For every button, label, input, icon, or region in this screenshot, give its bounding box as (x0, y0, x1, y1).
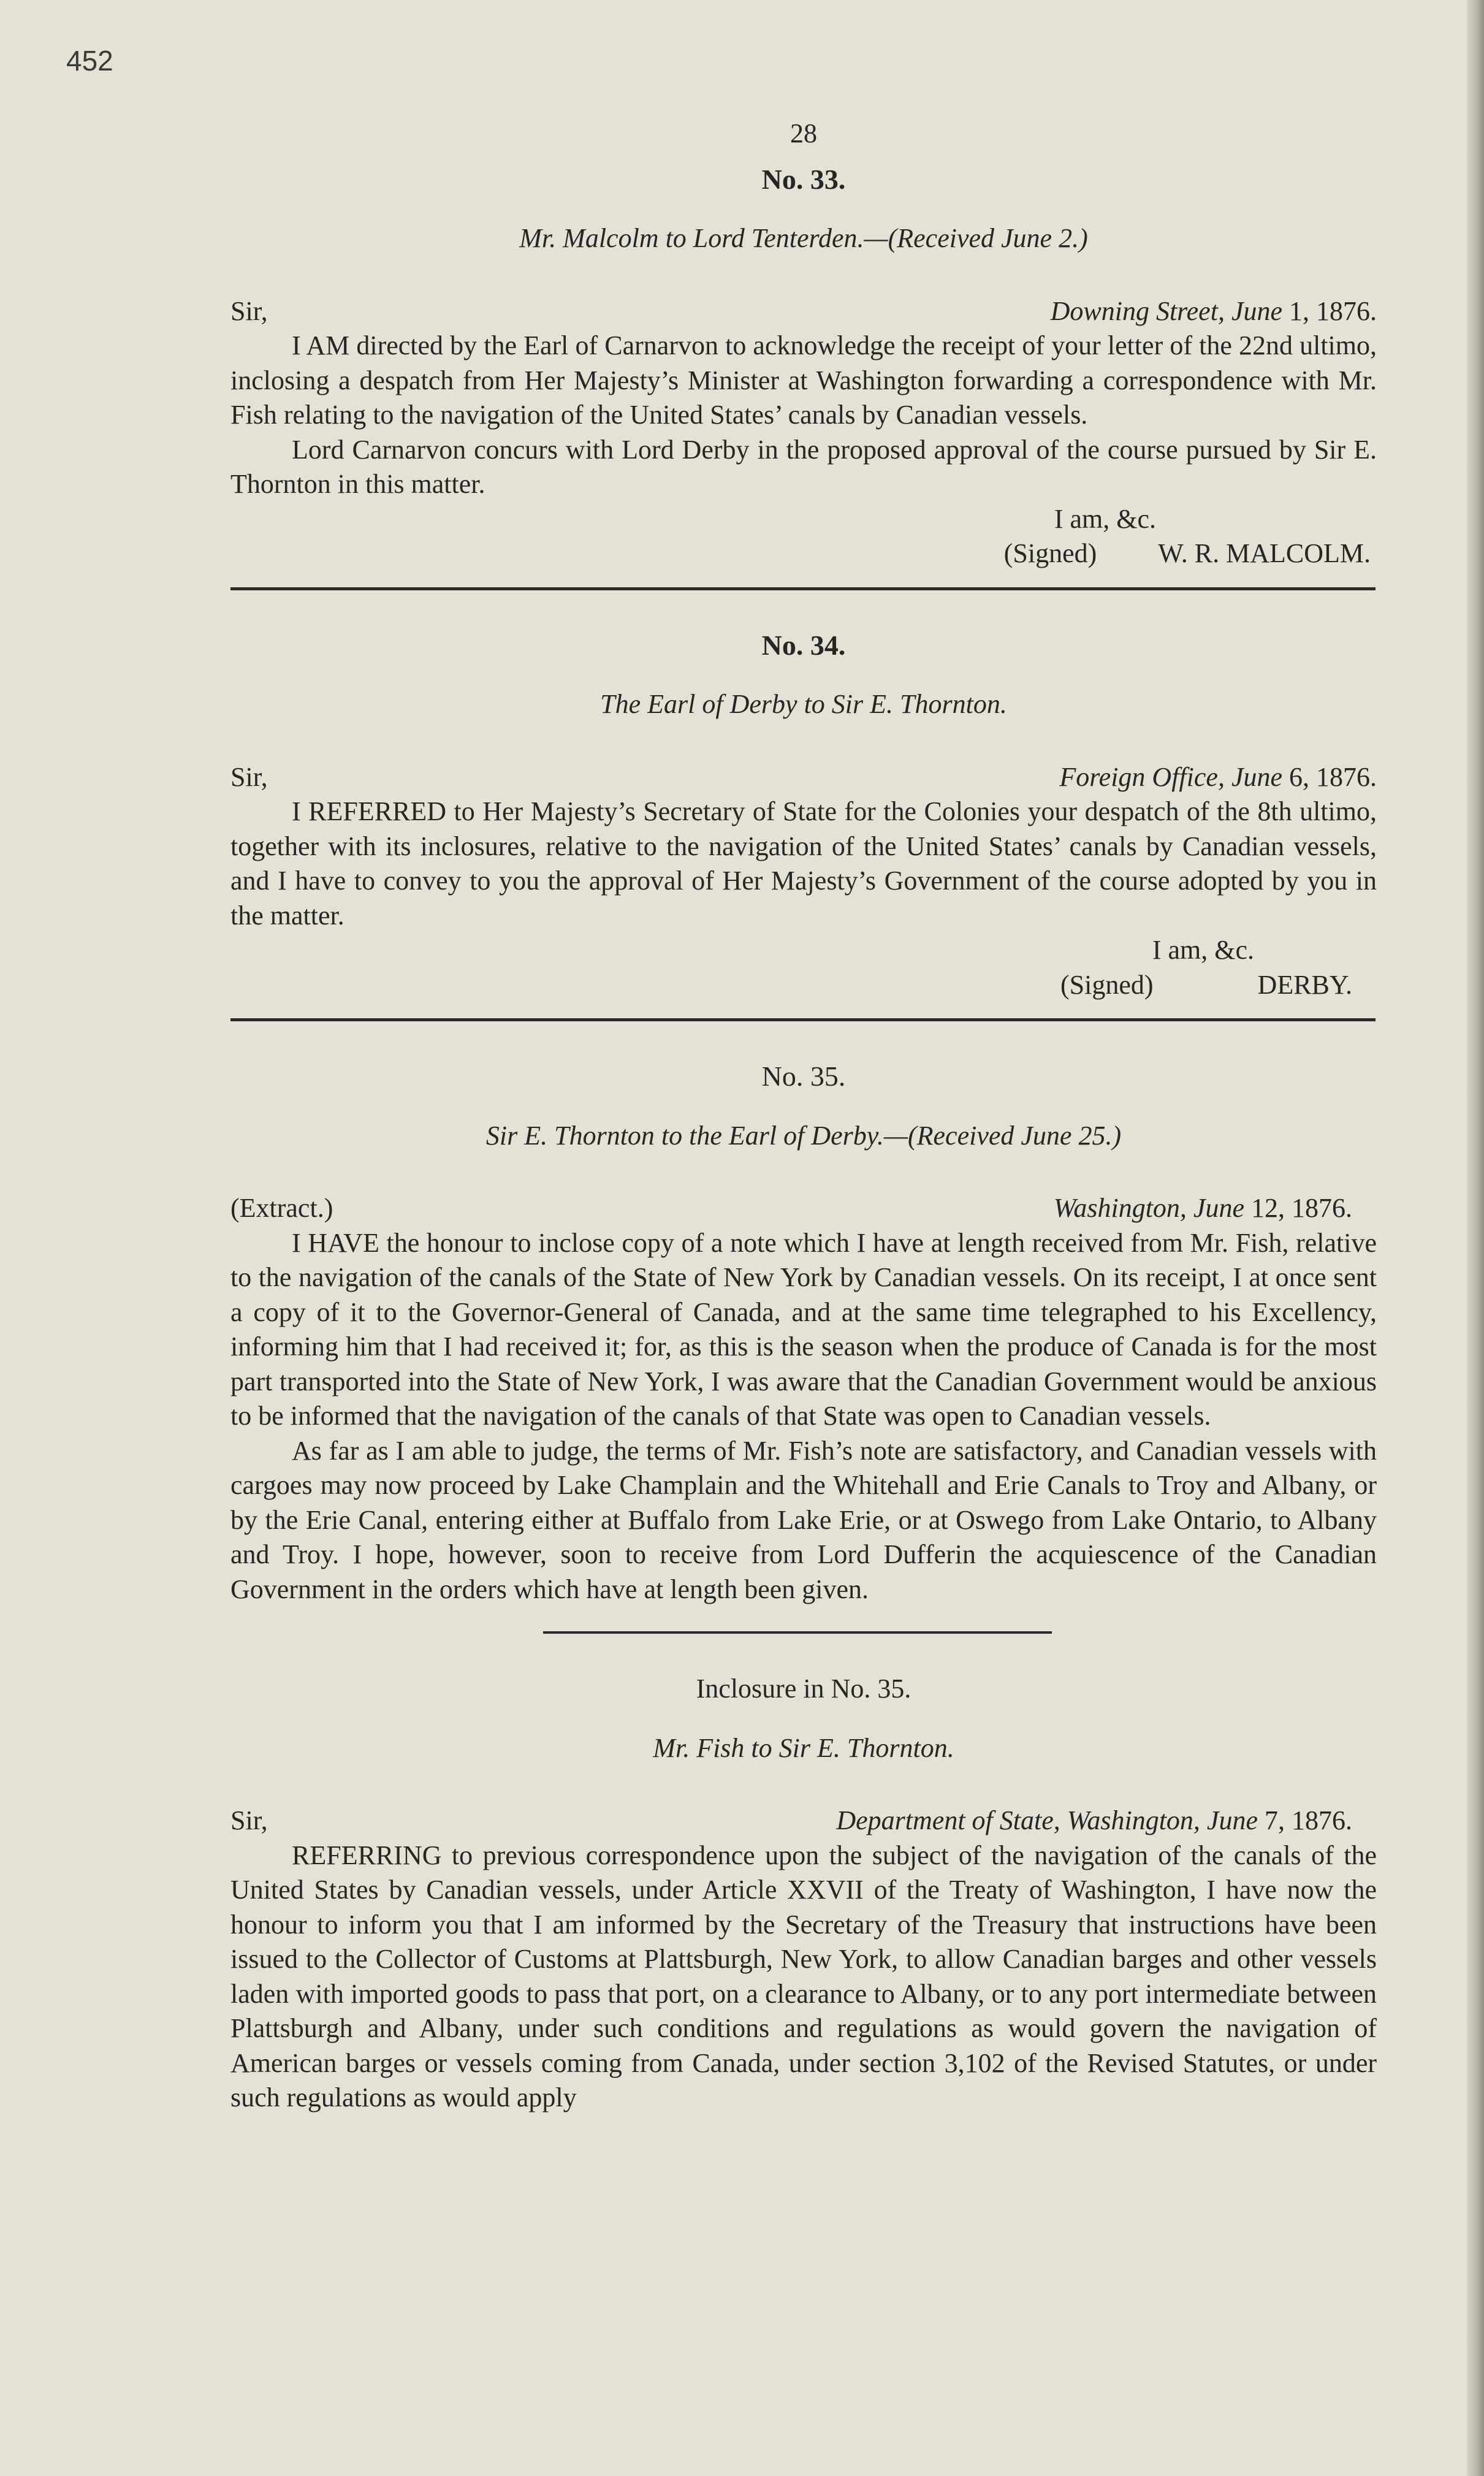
signed-label: (Signed) (1003, 538, 1097, 568)
closing: I am, &c. (1054, 503, 1156, 534)
body-paragraph: I HAVE the honour to inclose copy of a note which I have at length received from Mr. Fish, relative to the navigation of the canals of the State of New York by Canadian vessels. On its receipt, I at once sent a copy of it to the Governor-General of Canada, and at the same time telegraphed to his Excellency, informing him that I had received it; for, as this is the season when the produce of Canada is for the most part transported into the State of New York, I was aware that the Canadian Government would be anxious to be informed that the navigation of the canals of that State was open to Canadian vessels. (230, 1227, 1377, 1431)
document-number: No. 34. (761, 629, 846, 661)
salutation: Sir, (230, 295, 268, 326)
signature-row (230, 968, 1377, 1003)
inclosure-divider (543, 1631, 1052, 1634)
document-number: No. 35. (761, 1061, 846, 1092)
dateline: Downing Street, June 1, 1876. (1050, 295, 1377, 326)
section-divider (230, 587, 1376, 590)
signature-row (230, 536, 1377, 571)
document-no-33 (230, 162, 1377, 571)
salutation-row (230, 1191, 1377, 1226)
scan-edge-shadow (1467, 0, 1484, 2476)
folio-number: 28 (790, 118, 817, 148)
dateline: Foreign Office, June 6, 1876. (1059, 761, 1377, 792)
document-number: No. 33. (761, 163, 846, 195)
document-page (230, 116, 1377, 2116)
body-paragraph: Lord Carnarvon concurs with Lord Derby in the proposed approval of the course pursued by Sir E. Thornton in this matter. (230, 434, 1377, 499)
signatory: W. R. MALCOLM. (1158, 538, 1371, 568)
body-paragraph: I AM directed by the Earl of Carnarvon to acknowledge the receipt of your letter of the 22nd ultimo, inclosing a despatch from Her Majesty’s Minister at Washington forwarding a correspondence with Mr. Fish relating to the navigation of the United States’ canals by Canadian vessels. (230, 330, 1377, 430)
signatory: DERBY. (1257, 969, 1352, 1000)
body-paragraph: I REFERRED to Her Majesty’s Secretary of State for the Colonies your despatch of the 8th ultimo, together with its inclosures, relative to the navigation of the United States’ canals by Canadian vessels, and I have to convey to you the approval of Her Majesty’s Government of the course adopted by you in the matter. (230, 796, 1377, 931)
document-heading: Mr. Malcolm to Lord Tenterden.—(Received June 2.) (519, 223, 1088, 253)
closing: I am, &c. (1152, 935, 1254, 965)
archive-page-number: 452 (66, 45, 113, 77)
section-divider (230, 1018, 1376, 1021)
document-heading: The Earl of Derby to Sir E. Thornton. (600, 689, 1007, 719)
salutation-row (230, 1804, 1377, 1838)
salutation-row (230, 294, 1377, 329)
salutation: Sir, (230, 761, 268, 792)
salutation: (Extract.) (230, 1193, 333, 1223)
document-no-35 (230, 1059, 1377, 1607)
body-paragraph: REFERRING to previous correspondence upon the subject of the navigation of the canals of the United States by Canadian vessels, under Article XXVII of the Treaty of Washington, I have now the honour to inform you that I am informed by the Secretary of the Treasury that instructions have been issued to the Collector of Customs at Plattsburgh, New York, to allow Canadian barges and other vessels laden with imported goods to pass that port, on a clearance to Albany, or to any port intermediate between Plattsburgh and Albany, under such conditions and regulations as would govern the navigation of American barges or vessels coming from Canada, under section 3,102 of the Revised Statutes, or under such regulations as would apply (230, 1840, 1377, 2112)
body-paragraph: As far as I am able to judge, the terms of Mr. Fish’s note are satisfactory, and Canadian vessels with cargoes may now proceed by Lake Champlain and the Whitehall and Erie Canals to Troy and Albany, or by the Erie Canal, entering either at Buffalo from Lake Erie, or at Oswego from Lake Ontario, to Albany and Troy. I hope, however, soon to receive from Lord Dufferin the acquiescence of the Canadian Government in the orders which have at length been given. (230, 1435, 1377, 1604)
dateline: Washington, June 12, 1876. (1053, 1193, 1352, 1223)
document-no-34 (230, 628, 1377, 1003)
salutation-row (230, 760, 1377, 795)
document-heading: Sir E. Thornton to the Earl of Derby.—(Received June 25.) (485, 1120, 1122, 1151)
inclosure-title: Inclosure in No. 35. (696, 1674, 911, 1704)
salutation: Sir, (230, 1805, 268, 1835)
inclosure-no-35 (230, 1672, 1377, 2116)
dateline: Department of State, Washington, June 7, 1876. (836, 1805, 1352, 1835)
inclosure-heading: Mr. Fish to Sir E. Thornton. (653, 1732, 954, 1763)
signed-label: (Signed) (1060, 969, 1154, 1000)
